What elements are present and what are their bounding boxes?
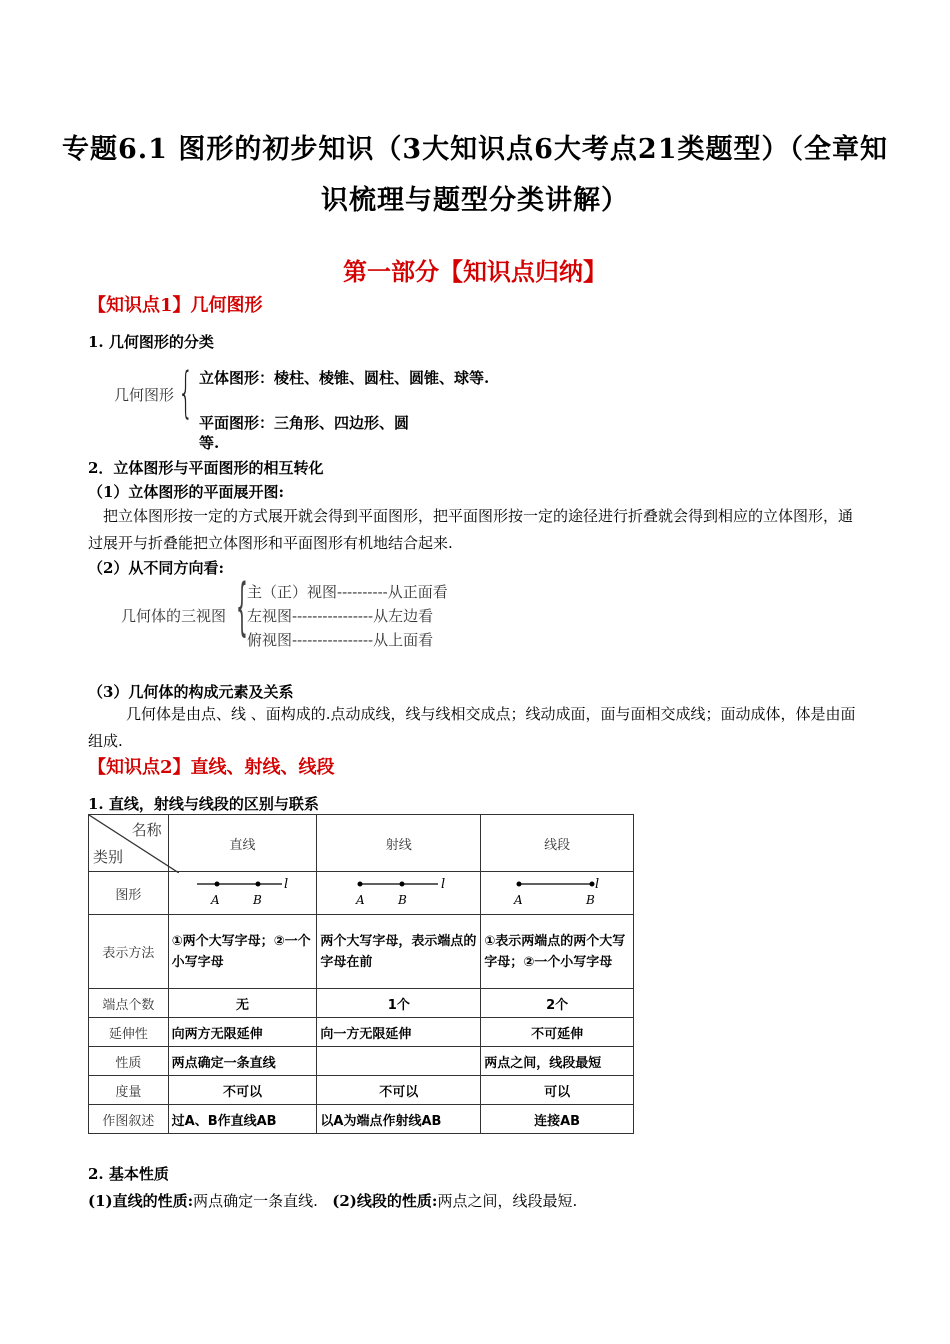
row-label: 延伸性 <box>89 1018 169 1047</box>
ray-figure-svg <box>320 872 475 910</box>
table-row <box>89 1047 634 1076</box>
basic-properties <box>88 1190 577 1211</box>
table-row <box>89 989 634 1018</box>
row-label: 表示方法 <box>89 915 169 989</box>
table-cell: 向两方无限延伸 <box>168 1018 317 1047</box>
view-row-front <box>247 581 448 602</box>
plane-shapes <box>199 412 409 433</box>
col-head-segment: 线段 <box>481 815 634 872</box>
page-title-line1: 专题6.1 图形的初步知识（3大知识点6大考点21类题型）（全章知 <box>61 134 889 165</box>
brace-small-icon: { <box>236 570 248 643</box>
table-cell: ①两个大写字母；②一个小写字母 <box>168 915 317 989</box>
table-cell: 连接AB <box>481 1105 634 1134</box>
table-cell: 可以 <box>481 1076 634 1105</box>
view-desc: 从上面看 <box>373 631 434 649</box>
table-cell: ①表示两端点的两个大写字母；②一个小写字母 <box>481 915 634 989</box>
segment-figure <box>481 872 634 915</box>
kp1-sub2-2: （2）从不同方向看: <box>88 559 224 577</box>
kp1-sub2-1: （1）立体图形的平面展开图: <box>88 483 284 501</box>
point-a-label: A <box>356 893 366 907</box>
view-name: 主（正）视图 <box>247 583 338 601</box>
table-row <box>89 915 634 989</box>
table-cell: 两点之间，线段最短 <box>481 1047 634 1076</box>
part1-title: 第一部分【知识点归纳】 <box>343 257 607 286</box>
view-dash: ---------- <box>337 583 388 601</box>
page-title-line2: 识梳理与题型分类讲解） <box>321 185 629 216</box>
kp1-sub1: 1. 几何图形的分类 <box>88 333 214 351</box>
kp1-sub2-1-text: 把立体图形按一定的方式展开就会得到平面图形，把平面图形按一定的途径进行折叠就会得到相应的立体图形，通过展开与折叠能把立体图形和平面图形有机地结合起来. <box>88 507 854 552</box>
point-b-label: B <box>586 893 596 907</box>
table-cell <box>317 1047 481 1076</box>
view-name: 俯视图 <box>247 631 293 649</box>
table-cell: 2个 <box>481 989 634 1018</box>
ray-figure <box>317 872 481 915</box>
table-cell: 两点确定一条直线 <box>168 1047 317 1076</box>
table-cell: 1个 <box>317 989 481 1018</box>
view-row-left <box>247 605 433 626</box>
point-a-label: A <box>514 893 523 907</box>
classification-root: 几何图形 <box>114 386 175 404</box>
table-cell: 无 <box>168 989 317 1018</box>
plane-prefix: 平面图形： <box>199 414 275 432</box>
prop2-label: (2)线段的性质: <box>332 1192 438 1210</box>
row-label: 作图叙述 <box>89 1105 169 1134</box>
view-name: 左视图 <box>247 607 293 625</box>
brace-icon: { <box>178 361 194 424</box>
table-header-row <box>89 815 634 872</box>
kp2-heading: 【知识点2】直线、射线、线段 <box>88 757 335 778</box>
table-cell: 向一方无限延伸 <box>317 1018 481 1047</box>
line-figure-svg <box>172 872 312 910</box>
table-row <box>89 1105 634 1134</box>
kp1-sub2: 2．立体图形与平面图形的相互转化 <box>88 459 324 477</box>
view-row-top <box>247 629 433 650</box>
col-head-line: 直线 <box>168 815 317 872</box>
table-row <box>89 1076 634 1105</box>
plane-items: 三角形、四边形、圆 <box>274 414 410 432</box>
point-b-label: B <box>398 893 408 907</box>
row-label: 性质 <box>89 1047 169 1076</box>
table-cell: 过A、B作直线AB <box>168 1105 317 1134</box>
table-corner <box>89 815 169 872</box>
table-row-shape <box>89 872 634 915</box>
kp1-heading: 【知识点1】几何图形 <box>88 295 263 316</box>
kp2-sub1: 1. 直线，射线与线段的区别与联系 <box>88 795 319 813</box>
view-desc: 从左边看 <box>373 607 434 625</box>
kp1-sub2-3-text: 几何体是由点、线 、面构成的.点动成线，线与线相交成点；线动成面，面与面相交成线；面动成体，体是由面组成. <box>88 705 856 750</box>
line-name-label: l <box>441 877 446 892</box>
point-a-label: A <box>210 893 220 907</box>
prop2-text: 两点之间，线段最短. <box>437 1192 578 1210</box>
view-dash: ---------------- <box>292 631 374 649</box>
prop1-text: 两点确定一条直线. <box>193 1192 318 1210</box>
col-head-ray: 射线 <box>317 815 481 872</box>
row-label: 端点个数 <box>89 989 169 1018</box>
line-figure <box>168 872 317 915</box>
segment-figure-svg <box>484 872 628 910</box>
row-label: 图形 <box>89 872 169 915</box>
kp2-sub2: 2. 基本性质 <box>88 1165 169 1183</box>
table-row <box>89 1018 634 1047</box>
plane-items-cont: 等. <box>199 434 220 452</box>
view-desc: 从正面看 <box>387 583 448 601</box>
part1-title-text: 第一部分【知识点归纳 <box>343 257 583 286</box>
table-cell: 不可以 <box>168 1076 317 1105</box>
corner-top-label: 名称 <box>131 821 162 839</box>
views-root: 几何体的三视图 <box>121 607 227 625</box>
corner-bottom-label: 类别 <box>93 848 124 866</box>
table-cell: 不可以 <box>317 1076 481 1105</box>
point-b-label: B <box>252 893 262 907</box>
solid-shapes <box>199 367 489 388</box>
table-cell: 两个大写字母，表示端点的字母在前 <box>317 915 481 989</box>
view-dash: ---------------- <box>292 607 374 625</box>
kp1-sub2-3: （3）几何体的构成元素及关系 <box>88 683 294 701</box>
line-name-label: l <box>595 877 600 892</box>
line-name-label: l <box>283 877 288 892</box>
comparison-table <box>88 814 634 1134</box>
prop1-label: (1)直线的性质: <box>88 1192 194 1210</box>
solid-prefix: 立体图形： <box>199 369 275 387</box>
solid-items: 棱柱、棱锥、圆柱、圆锥、球等. <box>274 369 490 387</box>
table-cell: 不可延伸 <box>481 1018 634 1047</box>
table-cell: 以A为端点作射线AB <box>317 1105 481 1134</box>
row-label: 度量 <box>89 1076 169 1105</box>
